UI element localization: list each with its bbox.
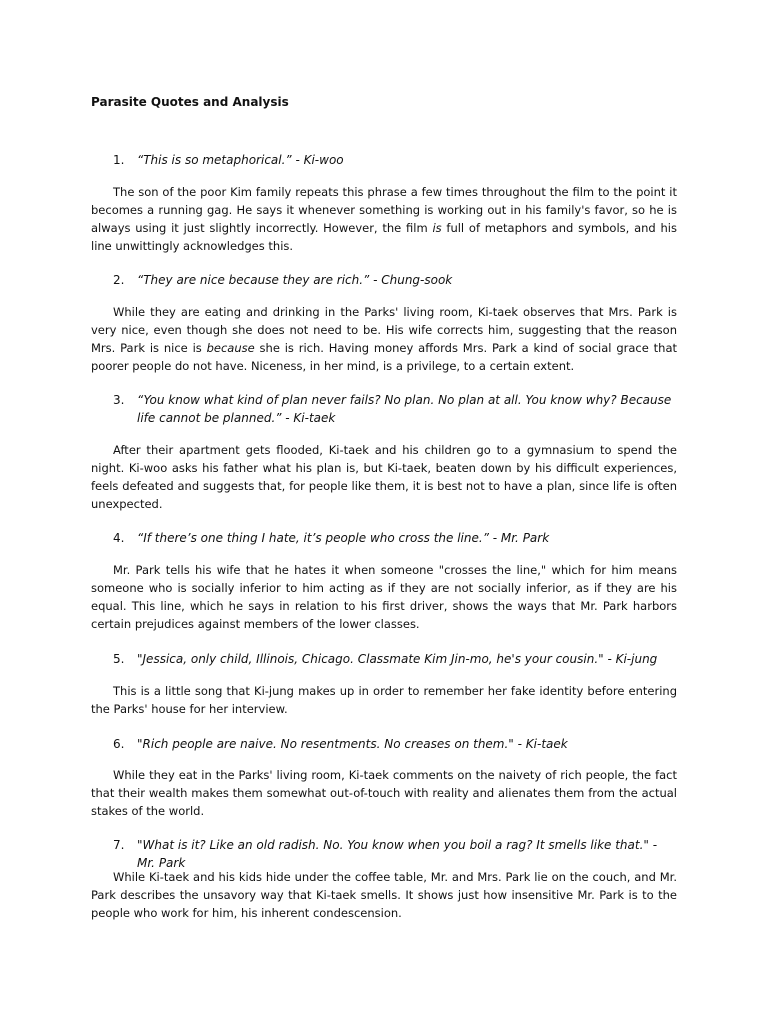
analysis-paragraph-3: [91, 441, 677, 513]
quote-text: "What is it? Like an old radish. No. You know when you boil a rag? It smells like that." - Mr. Park: [137, 838, 658, 870]
quote-text: “You know what kind of plan never fails? No plan. No plan at all. You know why? Because life cannot be planned.” - Ki-taek: [137, 393, 672, 425]
quote-number: 6.: [113, 737, 125, 751]
analysis-paragraph-1: [91, 183, 677, 255]
quote-5: [113, 650, 677, 668]
quote-number: 5.: [113, 652, 125, 666]
quote-text: "Jessica, only child, Illinois, Chicago. Classmate Kim Jin-mo, he's your cousin." - Ki-jung: [137, 652, 658, 666]
document-title: Parasite Quotes and Analysis: [91, 95, 289, 109]
analysis-text-continued: she is rich. Having money affords Mrs. Park a kind of social grace that poorer people do not have. Niceness, in her mind, is a privilege, to a certain extent.: [91, 341, 677, 373]
analysis-emphasis: because: [206, 341, 255, 355]
quote-3: [113, 391, 677, 427]
quote-1: [113, 151, 677, 169]
analysis-text: The son of the poor Kim family repeats this phrase a few times throughout the film to the point it becomes a running gag. He says it whenever something is working out in his family's favor, so he is always using it just slightly incorrectly. However, the film: [91, 185, 677, 235]
analysis-emphasis: is: [432, 221, 442, 235]
quote-number: 2.: [113, 273, 125, 287]
quote-text: “They are nice because they are rich.” - Chung-sook: [137, 273, 453, 287]
quote-2: [113, 271, 677, 289]
analysis-text: While Ki-taek and his kids hide under the coffee table, Mr. and Mrs. Park lie on the couch, and Mr. Park describes the unsavory way that Ki-taek smells. It shows just how insensitive Mr. Park is to the people who work for him, his inherent condescension.: [91, 870, 677, 920]
analysis-text: Mr. Park tells his wife that he hates it when someone "crosses the line," which for him means someone who is socially inferior to him acting as if they are not socially inferior, as if they are his equal. This line, which he says in relation to his first driver, shows the ways that Mr. Park harbors certain prejudices against members of the lower classes.: [91, 563, 677, 631]
analysis-text-continued: full of metaphors and symbols, and his line unwittingly acknowledges this.: [91, 221, 677, 253]
quote-text: “If there’s one thing I hate, it’s people who cross the line.” - Mr. Park: [137, 531, 550, 545]
analysis-text: After their apartment gets flooded, Ki-taek and his children go to a gymnasium to spend the night. Ki-woo asks his father what his plan is, but Ki-taek, beaten down by his difficult experiences, feels defeated and suggests that, for people like them, it is best not to have a plan, since life is often unexpected.: [91, 443, 677, 511]
analysis-text: While they are eating and drinking in the Parks' living room, Ki-taek observes that Mrs. Park is very nice, even though she does not need to be. His wife corrects him, suggesting that the reason Mrs. Park is nice is: [91, 305, 677, 355]
analysis-text: While they eat in the Parks' living room, Ki-taek comments on the naivety of rich people, the fact that their wealth makes them somewhat out-of-touch with reality and alienates them from the actual stakes of the world.: [91, 768, 677, 818]
analysis-paragraph-7: [91, 868, 677, 922]
quote-number: 3.: [113, 393, 125, 407]
quote-4: [113, 529, 677, 547]
quote-7: [113, 836, 677, 872]
quote-text: "Rich people are naive. No resentments. No creases on them." - Ki-taek: [137, 737, 568, 751]
analysis-paragraph-4: [91, 561, 677, 633]
quote-number: 4.: [113, 531, 125, 545]
quote-number: 7.: [113, 838, 125, 852]
quote-6: [113, 735, 677, 753]
analysis-paragraph-6: [91, 766, 677, 820]
quote-number: 1.: [113, 153, 125, 167]
quote-text: “This is so metaphorical.” - Ki-woo: [137, 153, 344, 167]
analysis-text: This is a little song that Ki-jung makes up in order to remember her fake identity before entering the Parks' house for her interview.: [91, 684, 677, 716]
analysis-paragraph-2: [91, 303, 677, 375]
analysis-paragraph-5: [91, 682, 677, 718]
